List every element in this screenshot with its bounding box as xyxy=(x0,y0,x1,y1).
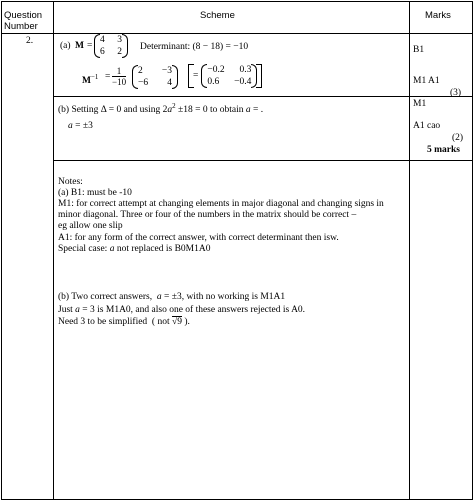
matrix-m: 4 3 6 2 xyxy=(94,34,128,58)
notes-a-b1: (a) B1: must be -10 xyxy=(58,188,132,198)
equals-sign-2: = xyxy=(105,72,111,82)
marks-a-b1: B1 xyxy=(413,45,425,55)
m-inverse-symbol: $M^{-1}$ xyxy=(82,73,99,86)
header-question-number: Question Number xyxy=(4,10,43,32)
marks-a-total: (3) xyxy=(450,88,462,98)
part-b-line2: a = ±3 xyxy=(68,121,93,131)
notes-special-case: Special case: a not replaced is B0M1A0 xyxy=(58,244,211,254)
notes-b-two-answers: (b) Two correct answers, a = ±3, with no working is M1A1 xyxy=(58,292,286,302)
notes-a-a1: A1: for any form of the correct answer, with correct determinant then isw. xyxy=(58,233,339,243)
m-symbol: M xyxy=(75,41,84,51)
part-a-label: (a) xyxy=(60,41,71,51)
notes-a-m1-cont: minor diagonal. Three or four of the numbers in the matrix should be correct – xyxy=(58,210,357,220)
notes-title: Notes: xyxy=(58,177,83,187)
marks-b-m1: M1 xyxy=(413,99,427,109)
header-scheme: Scheme xyxy=(200,10,235,21)
marks-a-m1a1: M1 A1 xyxy=(413,76,440,86)
notes-a-slip: eg allow one slip xyxy=(58,221,123,231)
equals-sign: = xyxy=(87,41,93,51)
notes-a-m1: M1: for correct attempt at changing elements in major diagonal and changing signs in xyxy=(58,199,384,209)
marks-grand-total: 5 marks xyxy=(427,145,460,155)
determinant-text: Determinant: (8 − 18) = −10 xyxy=(140,42,249,52)
notes-b-just-a3: Just a = 3 is M1A0, and also one of these answers rejected is A0. xyxy=(58,305,306,315)
matrix-result: = −0.2 0.3 0.6 −0.4 xyxy=(188,64,262,88)
header-marks: Marks xyxy=(425,10,451,21)
matrix-adjugate: 2 −3 −6 4 xyxy=(132,65,178,89)
notes-b-simplify: Need 3 to be simplified ( not √9 ). xyxy=(58,317,190,327)
inverse-fraction: $\frac{1}{-10}$ xyxy=(112,66,127,87)
question-number: 2. xyxy=(26,36,34,46)
marks-b-total: (2) xyxy=(452,133,464,143)
part-b-line1: (b) Setting Δ = 0 and using $2a^2 \pm 18 = 0$ to obtain a = . xyxy=(58,102,264,116)
marks-b-a1: A1 cao xyxy=(413,121,441,131)
